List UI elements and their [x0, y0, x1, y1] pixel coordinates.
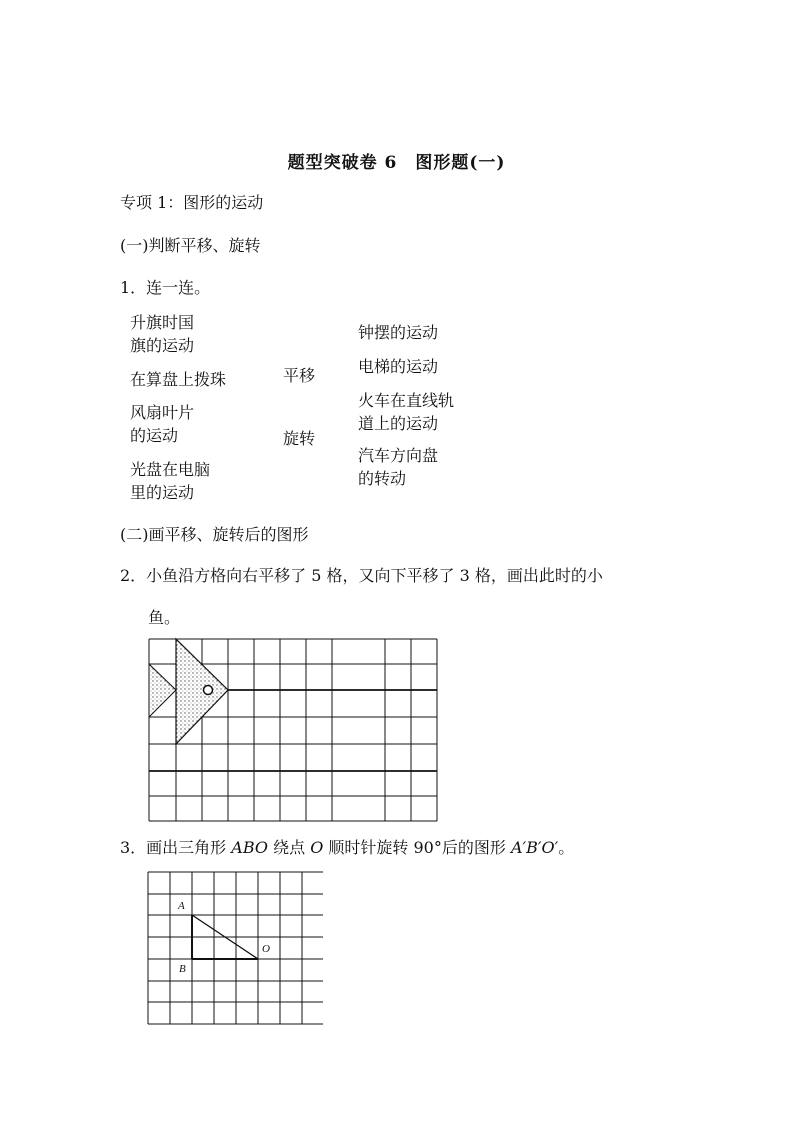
point-a-label: A	[178, 900, 185, 912]
point-b-label: B	[179, 963, 186, 975]
question-2-line2: 鱼。	[148, 608, 181, 627]
right-item-2[interactable]: 电梯的运动	[358, 357, 439, 376]
left-item-3[interactable]: 风扇叶片 的运动	[130, 403, 195, 445]
right-item-1[interactable]: 钟摆的运动	[358, 323, 439, 342]
left-item-4[interactable]: 光盘在电脑 里的运动	[130, 460, 211, 502]
question-3-text: 3．画出三角形 ABO 绕点 O 顺时针旋转 90°后的图形 A′B′O′。	[120, 838, 575, 857]
right-item-3[interactable]: 火车在直线轨 道上的运动	[358, 391, 455, 433]
triangle-grid[interactable]	[146, 870, 326, 1028]
fish-grid[interactable]	[146, 636, 440, 824]
fish-shape	[149, 639, 228, 744]
middle-item-translate[interactable]: 平移	[283, 366, 316, 385]
question-2-line1: 2．小鱼沿方格向右平移了 5 格，又向下平移了 3 格，画出此时的小	[120, 566, 603, 585]
point-o-label: O	[262, 943, 270, 955]
left-item-2[interactable]: 在算盘上拨珠	[130, 370, 227, 389]
fish-eye	[204, 686, 213, 695]
part-heading-1: (一)判断平移、旋转	[120, 236, 261, 255]
middle-item-rotate[interactable]: 旋转	[283, 429, 316, 448]
part-heading-2: (二)画平移、旋转后的图形	[120, 525, 309, 544]
right-item-4[interactable]: 汽车方向盘 的转动	[358, 446, 439, 488]
question-1-label: 1．连一连。	[120, 278, 211, 297]
fish-tail	[149, 664, 176, 717]
section-heading: 专项 1：图形的运动	[120, 193, 264, 212]
page-title: 题型突破卷 6 图形题(一)	[287, 153, 506, 173]
left-item-1[interactable]: 升旗时国 旗的运动	[130, 313, 195, 355]
